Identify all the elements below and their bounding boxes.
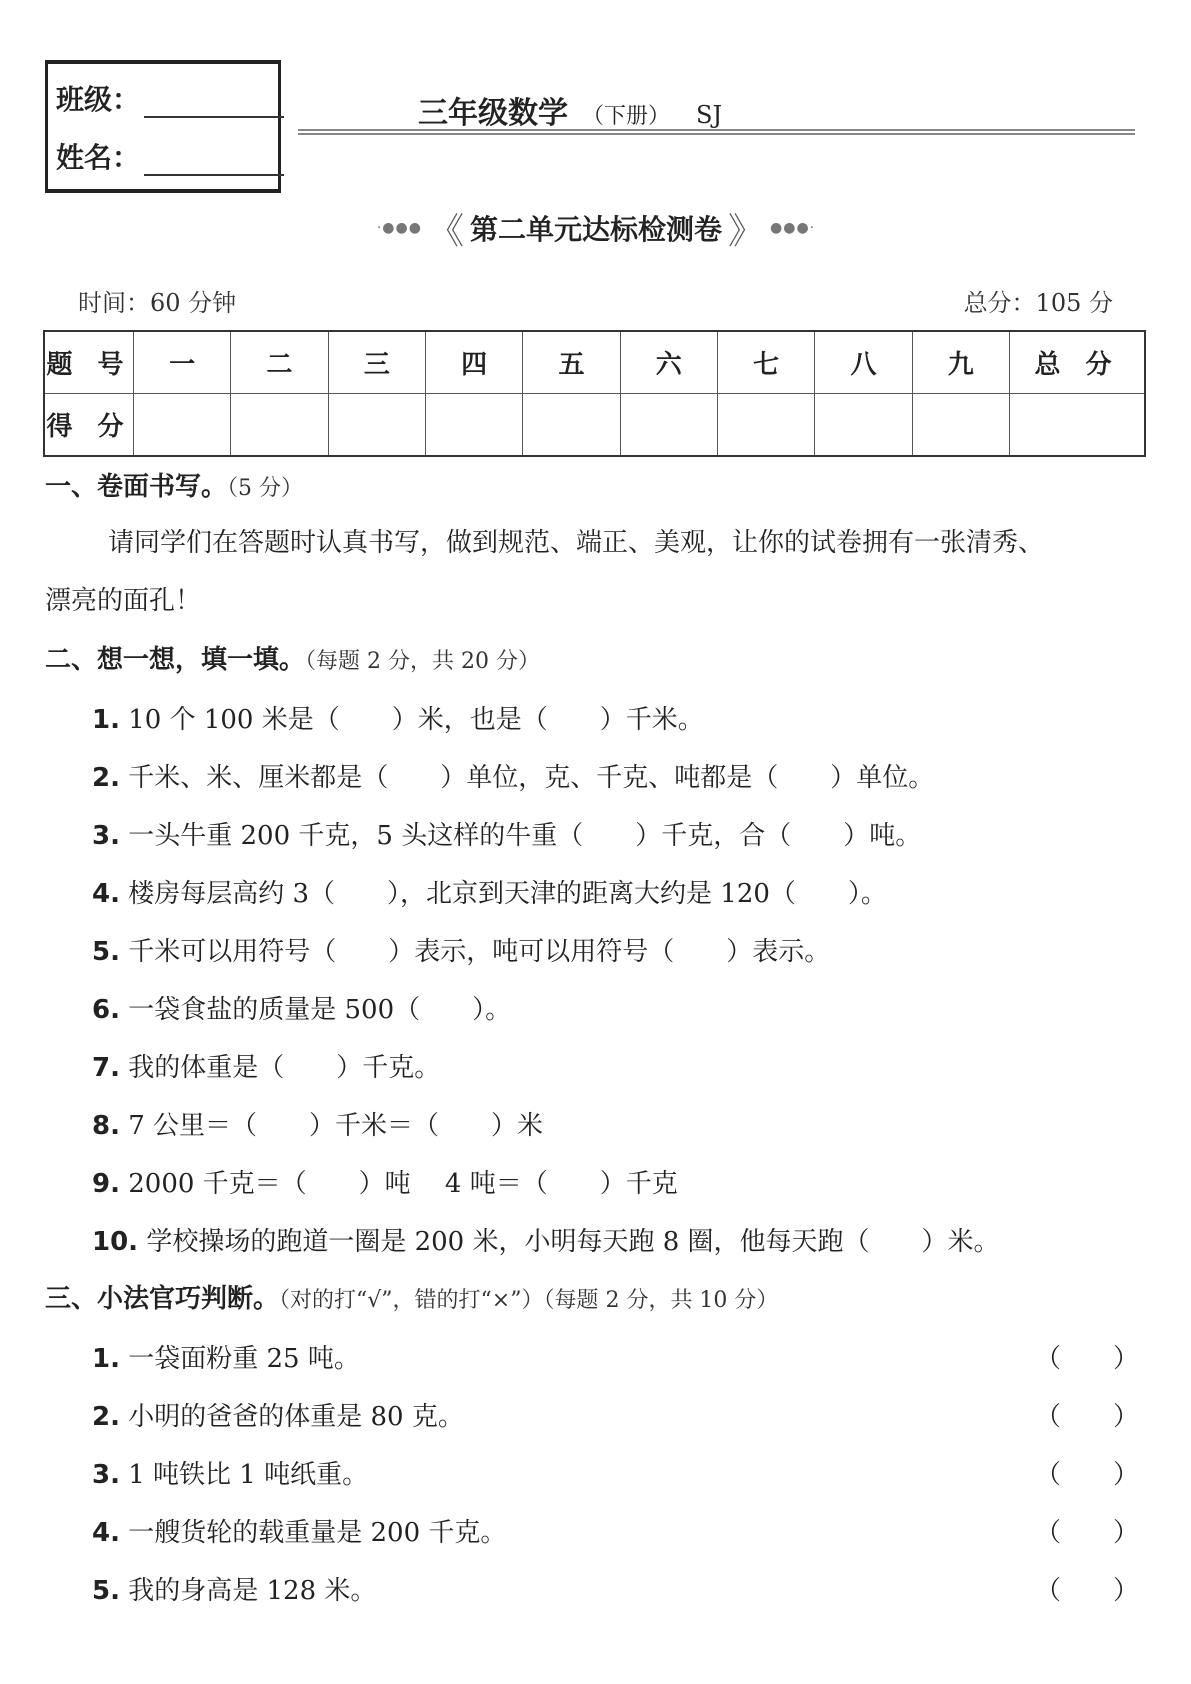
class-label: 班级： [56,83,141,116]
table-row-header [44,331,1145,394]
question-text: 1 吨铁比 1 吨纸重。 [128,1460,369,1490]
score-cell[interactable] [134,394,231,457]
score-cell[interactable] [717,394,814,457]
question-text: 学校操场的跑道一圈是 200 米，小明每天跑 8 圈，他每天跑（ ）米。 [146,1227,1000,1257]
subject-title: 三年级数学 [418,96,568,131]
score-cell[interactable] [1010,394,1146,457]
table-header-cell: 总 分 [1010,331,1146,394]
unit-title: 第二单元达标检测卷 [469,213,722,246]
question-text: 千米可以用符号（ ）表示，吨可以用符号（ ）表示。 [128,937,831,967]
section-1-text-line1: 请同学们在答题时认真书写，做到规范、端正、美观，让你的试卷拥有一张清秀、 [108,528,1045,558]
fill-blank-question [92,873,887,910]
question-text: 10 个 100 米是（ ）米，也是（ ）千米。 [128,705,704,735]
table-header-cell: 四 [425,331,522,394]
name-blank[interactable] [144,150,284,176]
answer-blank[interactable]: （ ） [1034,1402,1139,1432]
volume-label: （下册） [582,104,671,129]
score-cell[interactable] [620,394,717,457]
table-row-score [44,394,1145,457]
table-header-cell: 九 [912,331,1009,394]
question-text: 我的身高是 128 米。 [128,1576,377,1606]
question-number: 1. [92,705,120,735]
fill-blank-question [92,1221,1000,1258]
title-divider [298,129,1135,135]
question-number: 4. [92,1518,120,1548]
table-header-cell: 五 [523,331,620,394]
true-false-question [92,1512,506,1549]
question-text: 一袋面粉重 25 吨。 [128,1344,360,1374]
table-header-cell: 一 [134,331,231,394]
class-blank[interactable] [144,92,284,118]
question-number: 2. [92,763,120,793]
question-number: 7. [92,1053,120,1083]
question-number: 8. [92,1111,120,1141]
table-header-cell: 三 [328,331,425,394]
section-title: 一、卷面书写。 [45,472,228,502]
question-number: 6. [92,995,120,1025]
section-points: （5 分） [227,476,304,501]
question-text: 我的体重是（ ）千克。 [128,1053,441,1083]
question-number: 3. [92,1460,120,1490]
score-cell[interactable] [328,394,425,457]
score-cell[interactable] [815,394,912,457]
true-false-question [92,1570,376,1607]
name-field[interactable] [56,136,284,176]
section-title: 二、想一想，填一填。 [45,645,306,675]
table-header-cell: 六 [620,331,717,394]
question-number: 3. [92,821,120,851]
time-limit: 时间：60 分钟 [78,289,237,317]
true-false-question [92,1454,368,1491]
section-points: （每题 2 分，共 20 分） [305,649,540,674]
table-header-cell: 八 [815,331,912,394]
fill-blank-question [92,1163,678,1200]
bracket-left-icon: 《 [427,210,464,252]
question-text: 小明的爸爸的体重是 80 克。 [128,1402,464,1432]
fill-blank-question [92,699,704,736]
dots-decoration-right: ●●●· [770,220,816,236]
question-text: 7 公里＝（ ）千米＝（ ）米 [128,1111,544,1141]
question-number: 10. [92,1227,139,1257]
fill-blank-question [92,1047,440,1084]
section-2-heading [45,639,540,676]
table-header-cell: 二 [231,331,328,394]
fill-blank-question [92,757,934,794]
fill-blank-question [92,1105,543,1142]
score-row-label: 得 分 [44,394,134,457]
question-text: 一头牛重 200 千克，5 头这样的牛重（ ）千克，合（ ）吨。 [128,821,922,851]
question-text: 楼房每层高约 3（ ），北京到天津的距离大约是 120（ ）。 [128,879,887,909]
fill-blank-question [92,815,921,852]
score-cell[interactable] [425,394,522,457]
unit-banner [355,204,837,252]
score-table [43,330,1146,457]
answer-blank[interactable]: （ ） [1034,1518,1139,1548]
fill-blank-question [92,931,830,968]
section-1-heading [45,466,303,503]
question-number: 5. [92,937,120,967]
total-score: 总分：105 分 [963,289,1113,317]
table-header-cell: 七 [717,331,814,394]
answer-blank[interactable]: （ ） [1034,1344,1139,1374]
question-number: 1. [92,1344,120,1374]
section-title: 三、小法官巧判断。 [45,1284,280,1314]
score-cell[interactable] [523,394,620,457]
fill-blank-question [92,989,511,1026]
question-text: 一艘货轮的载重量是 200 千克。 [128,1518,507,1548]
edition-code: SJ [696,101,723,129]
question-text: 2000 千克＝（ ）吨 4 吨＝（ ）千克 [128,1169,678,1199]
section-3-heading [45,1278,778,1315]
true-false-question [92,1338,360,1375]
score-cell[interactable] [912,394,1009,457]
class-field[interactable] [56,78,284,118]
question-number: 5. [92,1576,120,1606]
question-number: 2. [92,1402,120,1432]
student-info-box [45,60,281,193]
answer-blank[interactable]: （ ） [1034,1460,1139,1490]
answer-blank[interactable]: （ ） [1034,1576,1139,1606]
bracket-right-icon: 》 [728,210,765,252]
table-header-cell: 题 号 [44,331,134,394]
section-points: （对的打“√”，错的打“×”）（每题 2 分，共 10 分） [279,1288,779,1313]
score-cell[interactable] [231,394,328,457]
name-label: 姓名： [56,141,141,174]
question-number: 4. [92,879,120,909]
question-text: 千米、米、厘米都是（ ）单位，克、千克、吨都是（ ）单位。 [128,763,935,793]
question-text: 一袋食盐的质量是 500（ ）。 [128,995,512,1025]
question-number: 9. [92,1169,120,1199]
true-false-question [92,1396,464,1433]
section-1-text-line2: 漂亮的面孔！ [45,586,202,616]
page-title [418,88,722,132]
dots-decoration-left: ·●●● [376,220,422,236]
